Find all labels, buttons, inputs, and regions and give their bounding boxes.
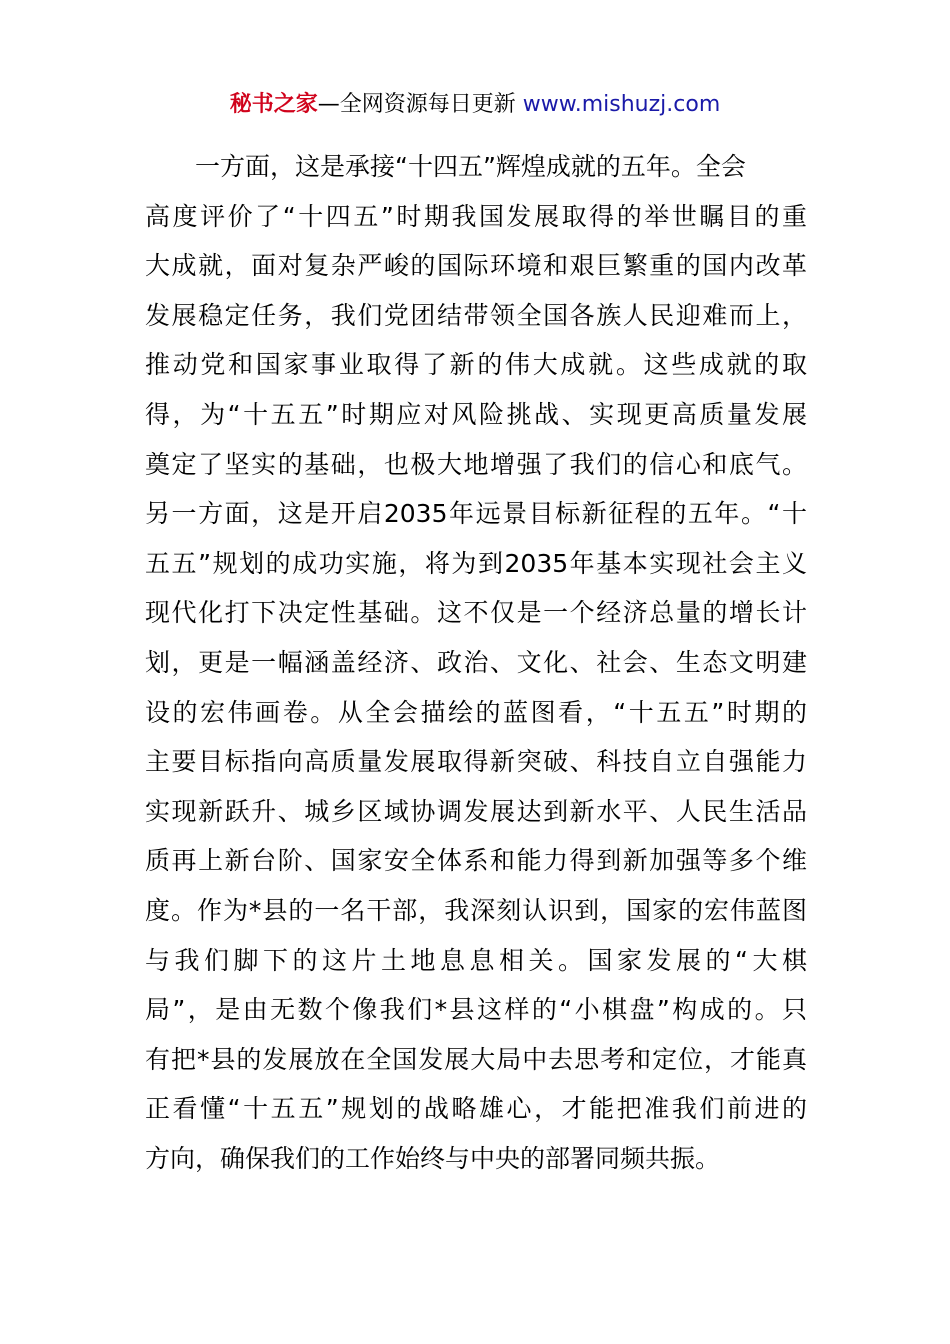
text-line: 局”，是由无数个像我们*县这样的“小棋盘”构成的。只: [145, 995, 807, 1025]
text-line: 方向，确保我们的工作始终与中央的部署同频共振。: [145, 1143, 721, 1173]
text-line: 五五”规划的成功实施，将为到2035年基本实现社会主义: [145, 548, 807, 578]
text-line: 正看懂“十五五”规划的战略雄心，才能把准我们前进的: [145, 1094, 807, 1124]
brand-name: 秘书之家: [229, 92, 318, 117]
page-header: [0, 88, 950, 122]
text-line: 有把*县的发展放在全国发展大局中去思考和定位，才能真: [145, 1044, 807, 1074]
text-line: 高度评价了“十四五”时期我国发展取得的举世瞩目的重: [145, 201, 807, 231]
website-link[interactable]: www.mishuzj.com: [522, 92, 721, 117]
text-line: 质再上新台阶、国家安全体系和能力得到新加强等多个维: [145, 846, 807, 876]
header-tagline: —全网资源每日更新: [317, 92, 523, 117]
text-line: 现代化打下决定性基础。这不仅是一个经济总量的增长计: [145, 598, 807, 628]
text-line: 与我们脚下的这片土地息息相关。国家发展的“大棋: [145, 945, 807, 975]
text-line: 划，更是一幅涵盖经济、政治、文化、社会、生态文明建: [145, 647, 807, 677]
text-line: 发展稳定任务，我们党团结带领全国各族人民迎难而上，: [145, 300, 807, 330]
text-line: 另一方面，这是开启2035年远景目标新征程的五年。“十: [145, 499, 807, 529]
text-line: 一方面，这是承接“十四五”辉煌成就的五年。全会: [195, 152, 746, 181]
text-line: 奠定了坚实的基础，也极大地增强了我们的信心和底气。: [145, 449, 807, 479]
text-line: 得，为“十五五”时期应对风险挑战、实现更高质量发展: [145, 399, 807, 429]
text-line: 实现新跃升、城乡区域协调发展达到新水平、人民生活品: [145, 796, 807, 826]
document-body: [145, 142, 807, 1183]
text-line: 推动党和国家事业取得了新的伟大成就。这些成就的取: [145, 350, 807, 380]
text-line: 度。作为*县的一名干部，我深刻认识到，国家的宏伟蓝图: [145, 895, 807, 925]
text-line: 主要目标指向高质量发展取得新突破、科技自立自强能力: [145, 747, 807, 777]
text-line: 设的宏伟画卷。从全会描绘的蓝图看，“十五五”时期的: [145, 697, 807, 727]
text-line: 大成就，面对复杂严峻的国际环境和艰巨繁重的国内改革: [145, 251, 807, 281]
